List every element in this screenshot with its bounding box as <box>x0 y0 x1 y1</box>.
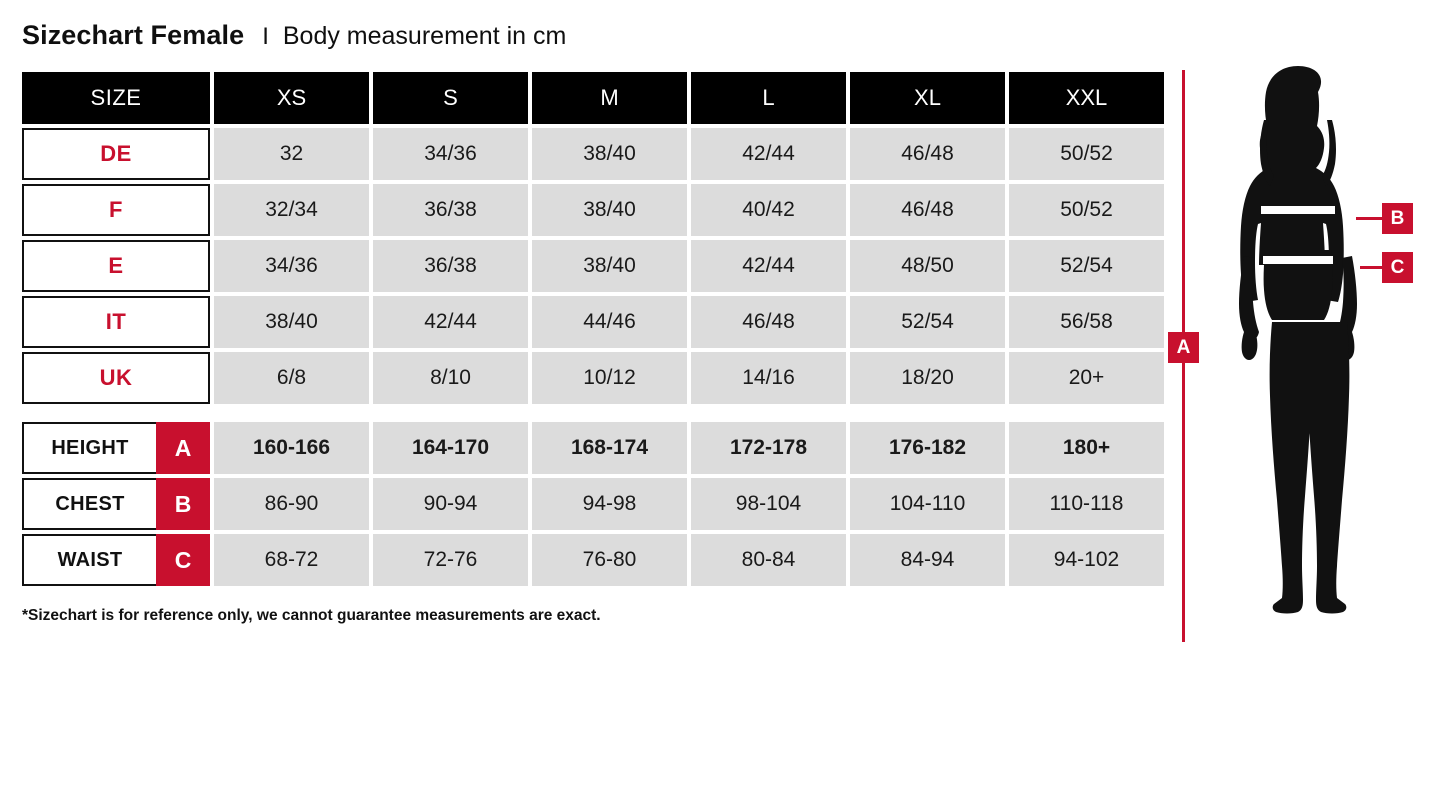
row-label-waist <box>22 534 210 586</box>
row-label-chest-text: CHEST <box>22 478 156 530</box>
cell-waist-xxl: 94-102 <box>1009 534 1164 586</box>
row-label-it: IT <box>22 296 210 348</box>
cell-de-l: 42/44 <box>691 128 846 180</box>
cell-waist-l: 80-84 <box>691 534 846 586</box>
row-label-e: E <box>22 240 210 292</box>
cell-chest-xxl: 110-118 <box>1009 478 1164 530</box>
header-cell-xs: XS <box>214 72 369 124</box>
row-label-height-text: HEIGHT <box>22 422 156 474</box>
cell-uk-xs: 6/8 <box>214 352 369 404</box>
header-cell-xxl: XXL <box>1009 72 1164 124</box>
cell-height-xxl: 180+ <box>1009 422 1164 474</box>
row-label-f: F <box>22 184 210 236</box>
cell-e-xxl: 52/54 <box>1009 240 1164 292</box>
header-cell-l: L <box>691 72 846 124</box>
table-row <box>22 296 1159 348</box>
cell-height-s: 164-170 <box>373 422 528 474</box>
cell-chest-xs: 86-90 <box>214 478 369 530</box>
title-separator: I <box>262 23 269 50</box>
cell-uk-l: 14/16 <box>691 352 846 404</box>
table-row <box>22 478 1159 530</box>
cell-height-xs: 160-166 <box>214 422 369 474</box>
table-row <box>22 534 1159 586</box>
cell-it-xs: 38/40 <box>214 296 369 348</box>
table-row <box>22 352 1159 404</box>
title-subtitle: Body measurement in cm <box>282 22 567 50</box>
female-silhouette-icon <box>1208 60 1388 640</box>
cell-height-m: 168-174 <box>532 422 687 474</box>
cell-f-m: 38/40 <box>532 184 687 236</box>
cell-de-xs: 32 <box>214 128 369 180</box>
cell-waist-xl: 84-94 <box>850 534 1005 586</box>
cell-de-xl: 46/48 <box>850 128 1005 180</box>
cell-f-xs: 32/34 <box>214 184 369 236</box>
cell-it-m: 44/46 <box>532 296 687 348</box>
cell-waist-m: 76-80 <box>532 534 687 586</box>
cell-waist-s: 72-76 <box>373 534 528 586</box>
row-badge-a: A <box>156 422 210 474</box>
row-label-chest <box>22 478 210 530</box>
row-label-de: DE <box>22 128 210 180</box>
cell-e-xs: 34/36 <box>214 240 369 292</box>
cell-it-s: 42/44 <box>373 296 528 348</box>
cell-it-xl: 52/54 <box>850 296 1005 348</box>
page-title <box>22 20 566 51</box>
cell-uk-s: 8/10 <box>373 352 528 404</box>
cell-uk-xxl: 20+ <box>1009 352 1164 404</box>
cell-it-xxl: 56/58 <box>1009 296 1164 348</box>
cell-height-xl: 176-182 <box>850 422 1005 474</box>
table-row <box>22 184 1159 236</box>
cell-uk-m: 10/12 <box>532 352 687 404</box>
cell-e-xl: 48/50 <box>850 240 1005 292</box>
header-cell-xl: XL <box>850 72 1005 124</box>
cell-chest-xl: 104-110 <box>850 478 1005 530</box>
cell-f-xxl: 50/52 <box>1009 184 1164 236</box>
body-figure <box>1160 60 1441 640</box>
row-label-height <box>22 422 210 474</box>
cell-it-l: 46/48 <box>691 296 846 348</box>
figure-badge-c: C <box>1382 252 1413 283</box>
cell-chest-l: 98-104 <box>691 478 846 530</box>
header-cell-s: S <box>373 72 528 124</box>
row-label-uk: UK <box>22 352 210 404</box>
cell-waist-xs: 68-72 <box>214 534 369 586</box>
cell-f-xl: 46/48 <box>850 184 1005 236</box>
figure-badge-a: A <box>1168 332 1199 363</box>
row-badge-b: B <box>156 478 210 530</box>
row-label-waist-text: WAIST <box>22 534 156 586</box>
footnote: *Sizechart is for reference only, we cannot guarantee measurements are exact. <box>22 607 601 624</box>
table-row <box>22 128 1159 180</box>
table-header-row <box>22 72 1159 124</box>
table-row <box>22 240 1159 292</box>
table-row <box>22 422 1159 474</box>
title-main: Sizechart Female <box>22 20 245 50</box>
header-cell-m: M <box>532 72 687 124</box>
cell-e-s: 36/38 <box>373 240 528 292</box>
sizechart-table <box>22 72 1159 590</box>
cell-e-l: 42/44 <box>691 240 846 292</box>
cell-e-m: 38/40 <box>532 240 687 292</box>
figure-badge-b: B <box>1382 203 1413 234</box>
cell-height-l: 172-178 <box>691 422 846 474</box>
cell-de-m: 38/40 <box>532 128 687 180</box>
cell-chest-s: 90-94 <box>373 478 528 530</box>
cell-chest-m: 94-98 <box>532 478 687 530</box>
cell-f-l: 40/42 <box>691 184 846 236</box>
cell-uk-xl: 18/20 <box>850 352 1005 404</box>
cell-de-xxl: 50/52 <box>1009 128 1164 180</box>
header-cell-size: SIZE <box>22 72 210 124</box>
cell-f-s: 36/38 <box>373 184 528 236</box>
cell-de-s: 34/36 <box>373 128 528 180</box>
row-badge-c: C <box>156 534 210 586</box>
